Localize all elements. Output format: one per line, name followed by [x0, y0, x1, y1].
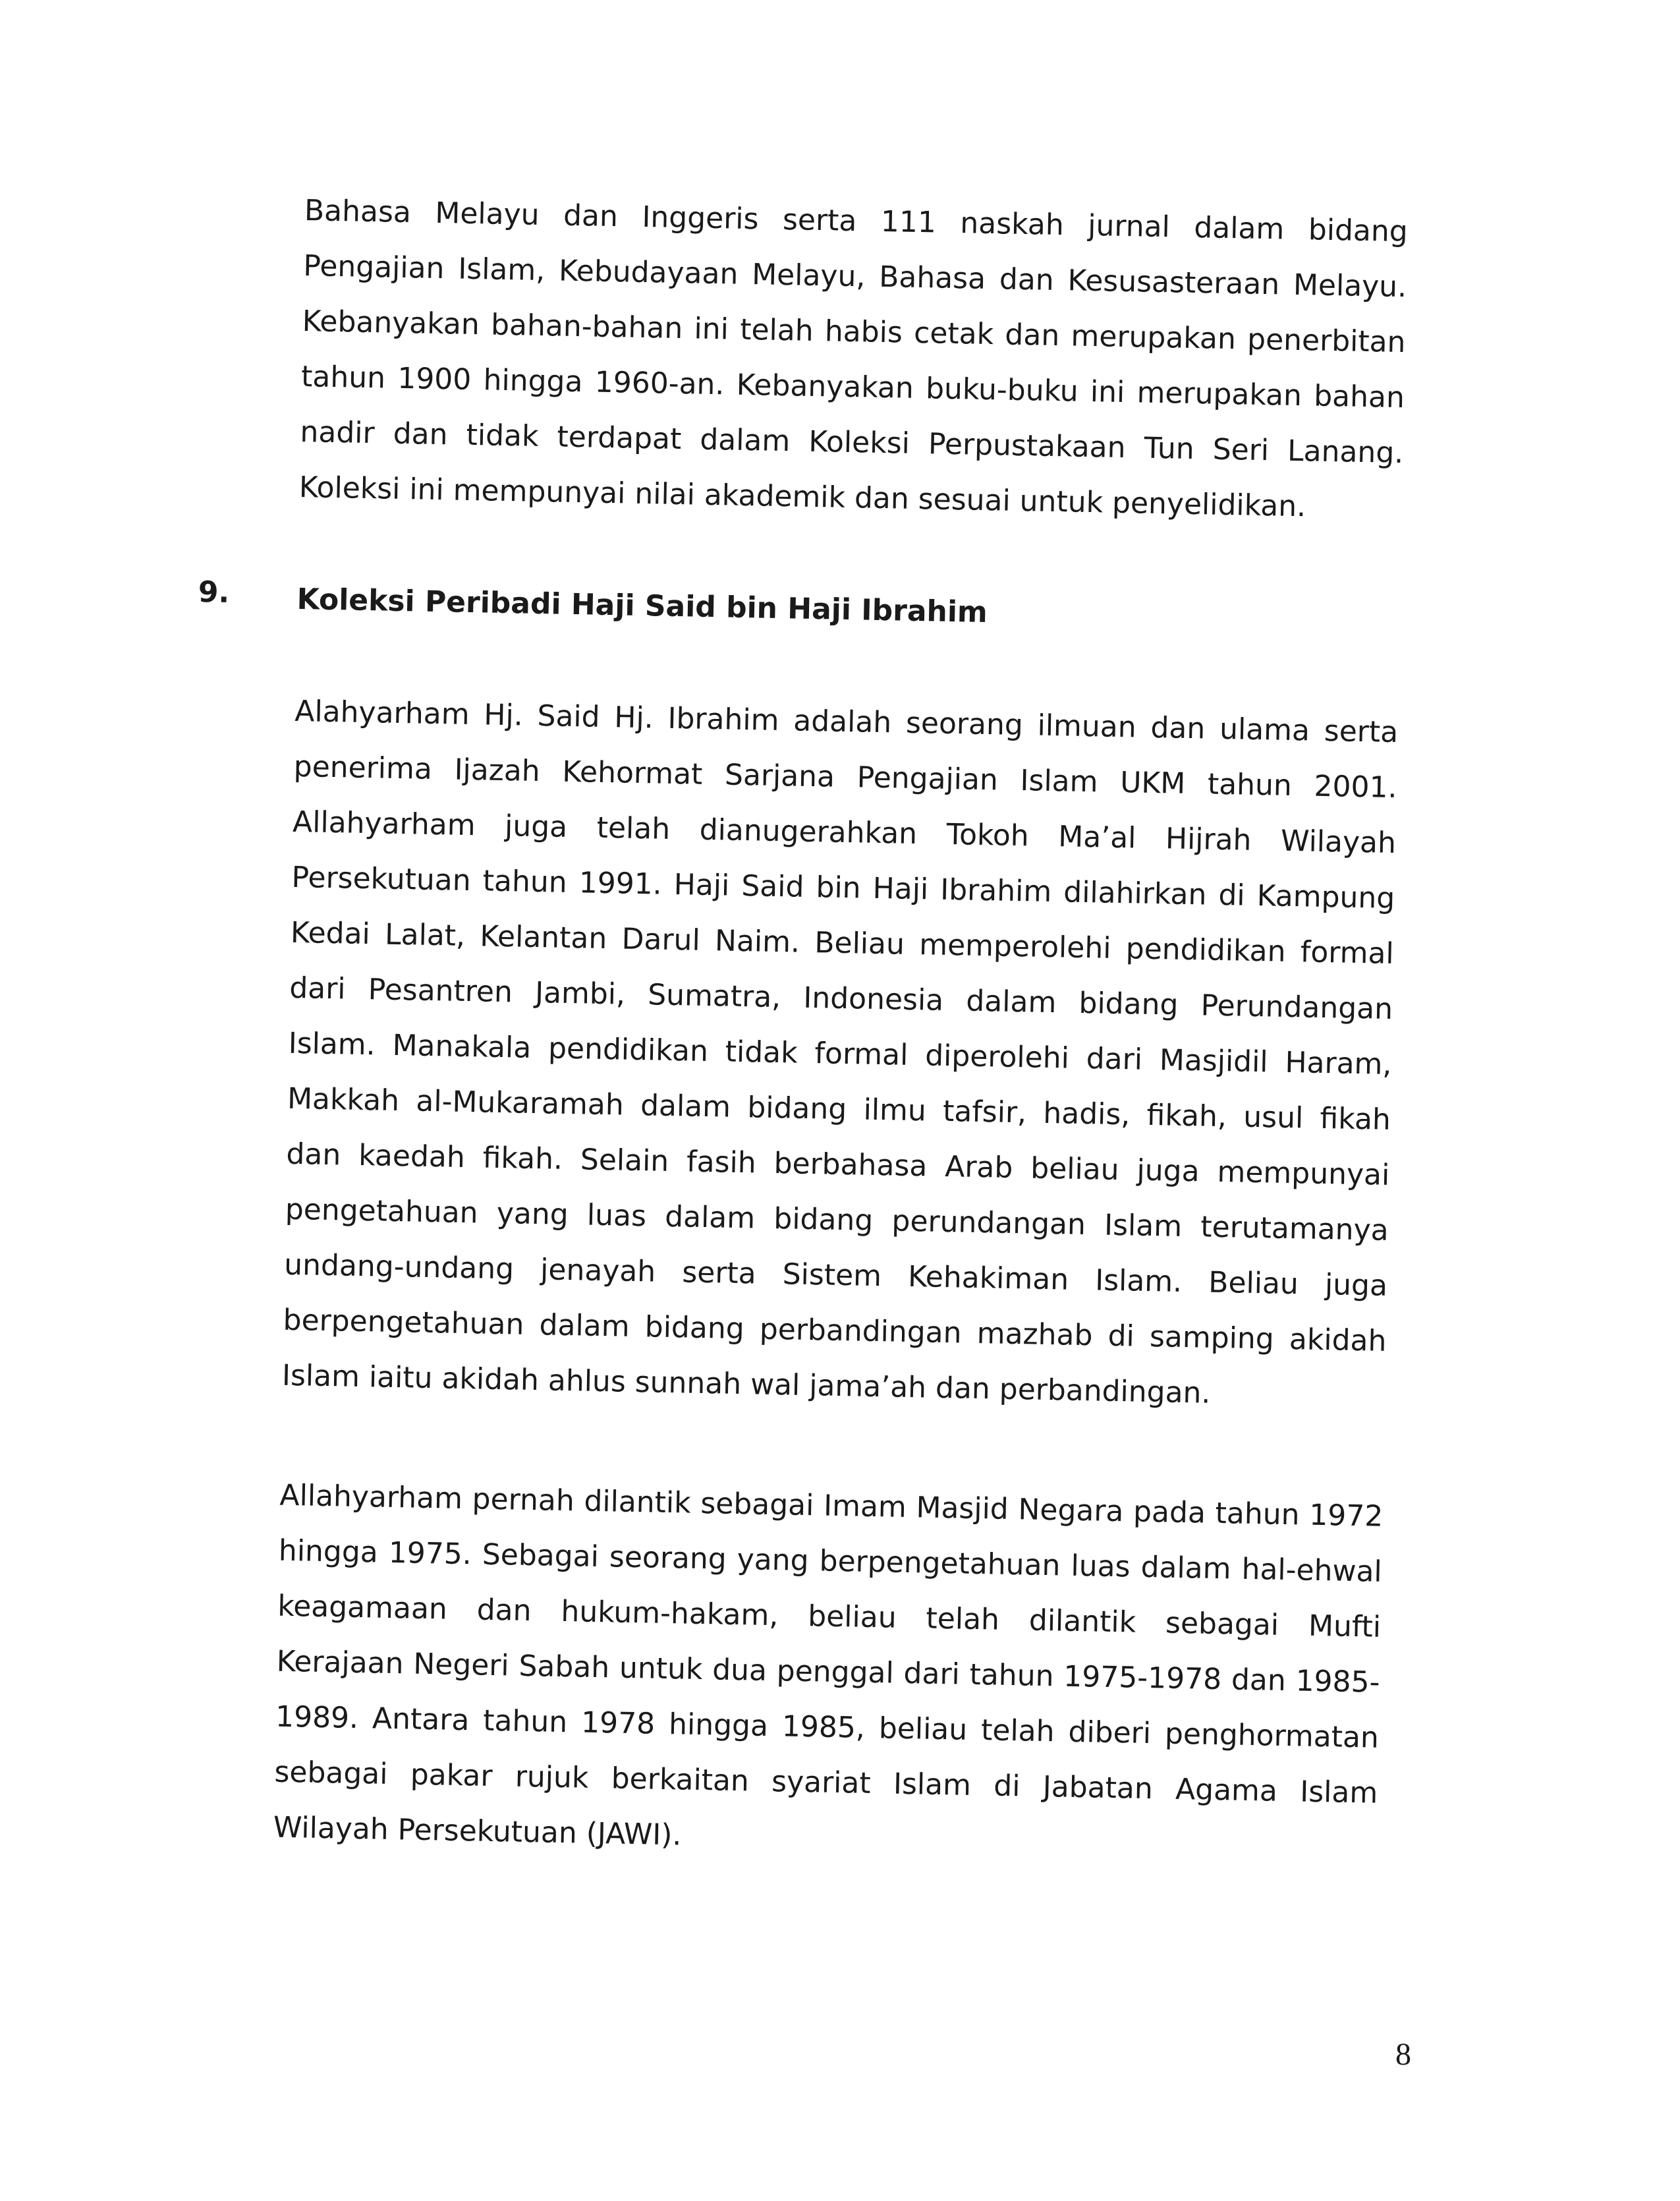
text-line: dari Pesantren Jambi, Sumatra, Indonesia dalam bidang Perundangan	[289, 971, 1393, 1026]
text-line: berpengetahuan dalam bidang perbandingan mazhab di samping akidah	[283, 1303, 1387, 1358]
text-line: Islam iaitu akidah ahlus sunnah wal jama’ah dan perbandingan.	[281, 1358, 1211, 1410]
text-line: sebagai pakar rujuk berkaitan syariat Islam di Jabatan Agama Islam	[274, 1755, 1378, 1810]
text-line: keagamaan dan hukum-hakam, beliau telah dilantik sebagai Mufti	[277, 1589, 1382, 1644]
text-line: pengetahuan yang luas dalam bidang perundangan Islam terutamanya	[285, 1192, 1389, 1247]
text-line: hingga 1975. Sebagai seorang yang berpengetahuan luas dalam hal-ehwal	[278, 1533, 1383, 1589]
text-line: Kerajaan Negeri Sabah untuk dua penggal dari tahun 1975-1978 dan 1985-	[276, 1644, 1380, 1700]
text-line: Persekutuan tahun 1991. Haji Said bin Haji Ibrahim dilahirkan di Kampung	[291, 860, 1395, 916]
text-line: Allahyarham juga telah dianugerahkan Tokoh Ma’al Hijrah Wilayah	[292, 805, 1397, 861]
section-heading: Koleksi Peribadi Haji Said bin Haji Ibrahim	[296, 582, 988, 630]
text-line: 1989. Antara tahun 1978 hingga 1985, beliau telah diberi penghormatan	[275, 1700, 1380, 1755]
text-line: Koleksi ini mempunyai nilai akademik dan sesuai untuk penyelidikan.	[298, 470, 1306, 524]
text-line: Islam. Manakala pendidikan tidak formal diperolehi dari Masjidil Haram,	[288, 1026, 1392, 1081]
page-number: 8	[1395, 2037, 1411, 2072]
text-line: Wilayah Persekutuan (JAWI).	[273, 1810, 682, 1852]
text-line: Alahyarham Hj. Said Hj. Ibrahim adalah seorang ilmuan dan ulama serta	[294, 694, 1399, 750]
text-line: Bahasa Melayu dan Inggeris serta 111 naskah jurnal dalam bidang	[304, 194, 1409, 249]
text-line: Pengajian Islam, Kebudayaan Melayu, Bahasa dan Kesusasteraan Melayu.	[302, 249, 1407, 304]
text-line: Allahyarham pernah dilantik sebagai Imam Masjid Negara pada tahun 1972	[279, 1478, 1384, 1533]
text-line: nadir dan tidak terdapat dalam Koleksi Perpustakaan Tun Seri Lanang.	[300, 414, 1404, 471]
text-line: penerima Ijazah Kehormat Sarjana Pengajian Islam UKM tahun 2001.	[293, 749, 1397, 805]
section-number: 9.	[198, 575, 230, 610]
paragraph-1	[4, 0, 1680, 524]
text-line: Kedai Lalat, Kelantan Darul Naim. Beliau memperolehi pendidikan formal	[290, 915, 1395, 971]
text-line: undang-undang jenayah serta Sistem Kehakiman Islam. Beliau juga	[283, 1247, 1388, 1303]
text-line: Makkah al-Mukaramah dalam bidang ilmu tafsir, hadis, fikah, usul fikah	[287, 1081, 1391, 1137]
text-line: tahun 1900 hingga 1960-an. Kebanyakan buku-buku ini merupakan bahan	[300, 359, 1405, 415]
text-line: dan kaedah fikah. Selain fasih berbahasa Arab beliau juga mempunyai	[286, 1137, 1390, 1192]
text-line: Kebanyakan bahan-bahan ini telah habis cetak dan merupakan penerbitan	[302, 304, 1406, 360]
